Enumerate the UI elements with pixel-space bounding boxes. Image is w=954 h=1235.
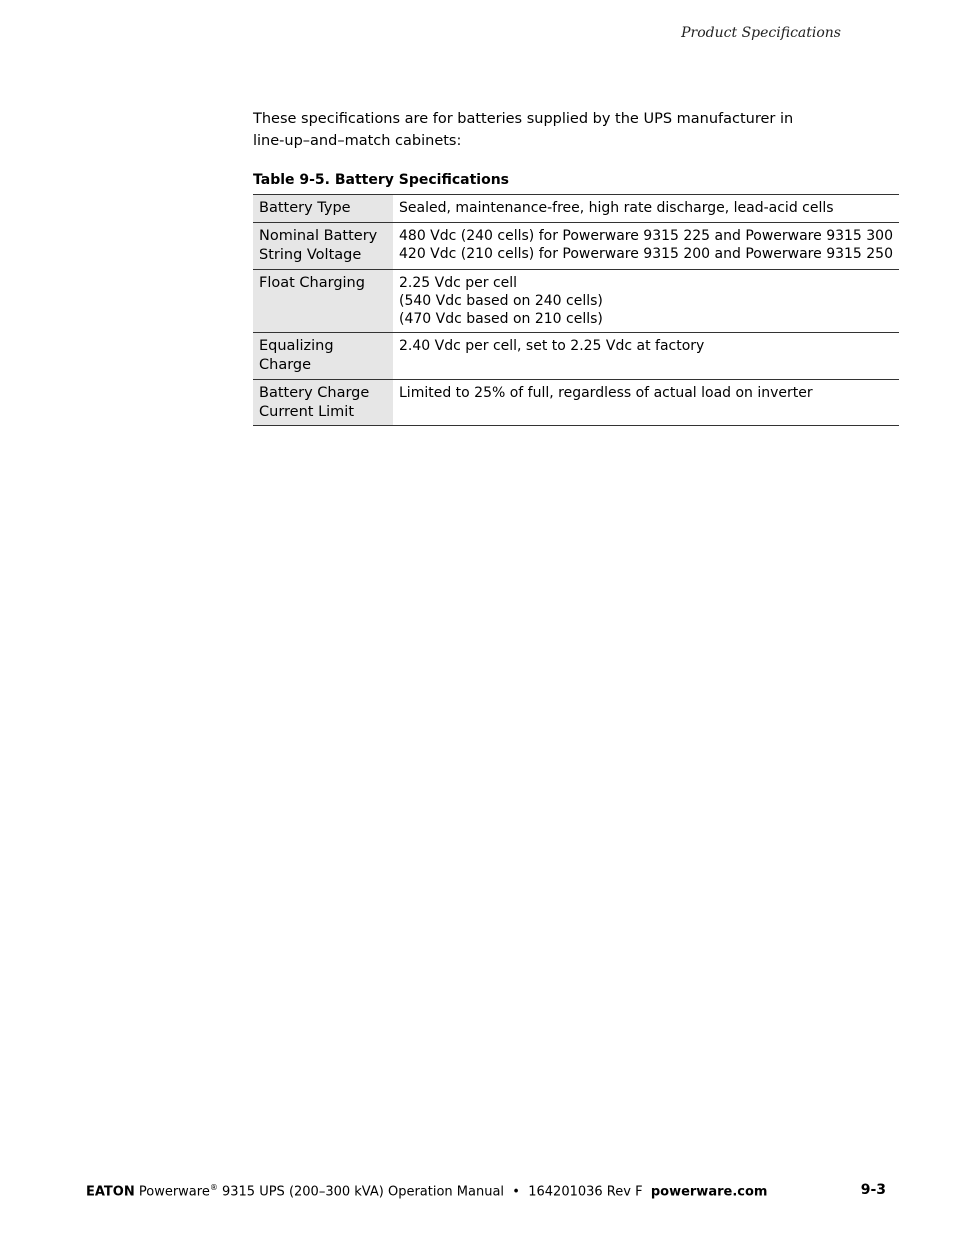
footer-bullet: • xyxy=(512,1184,520,1200)
value-line: Limited to 25% of full, regardless of actual load on inverter xyxy=(399,385,813,401)
value-line: Sealed, maintenance-free, high rate discharge, lead-acid cells xyxy=(399,200,834,216)
row-label: Battery Type xyxy=(253,195,393,223)
row-value xyxy=(393,270,899,333)
table-row xyxy=(253,380,899,426)
table-row xyxy=(253,333,899,380)
running-header-title: Product Specifications xyxy=(681,25,841,41)
value-line: 2.40 Vdc per cell, set to 2.25 Vdc at factory xyxy=(399,338,705,354)
intro-paragraph: These specifications are for batteries supplied by the UPS manufacturer in line-up–and–match cabinets: xyxy=(253,111,794,149)
value-line: (470 Vdc based on 210 cells) xyxy=(399,311,603,327)
table-row xyxy=(253,223,899,270)
page-footer xyxy=(86,1183,767,1199)
row-label: Float Charging xyxy=(253,270,393,333)
row-value xyxy=(393,223,899,270)
table-caption: Table 9-5. Battery Specifications xyxy=(253,172,509,188)
row-label: Nominal Battery String Voltage xyxy=(253,223,393,270)
footer-manual-title: 9315 UPS (200–300 kVA) Operation Manual xyxy=(221,1184,505,1200)
row-label: Battery Charge Current Limit xyxy=(253,380,393,426)
value-line: 2.25 Vdc per cell xyxy=(399,275,518,291)
row-label: Equalizing Charge xyxy=(253,333,393,380)
value-line: 480 Vdc (240 cells) for Powerware 9315 225 and Powerware 9315 300 xyxy=(399,228,893,244)
table-row xyxy=(253,270,899,333)
row-value xyxy=(393,195,899,223)
battery-specifications-table xyxy=(253,194,899,426)
footer-registered-mark: ® xyxy=(209,1183,218,1192)
footer-product: Powerware xyxy=(138,1184,210,1200)
footer-website: powerware.com xyxy=(650,1184,768,1200)
value-line: (540 Vdc based on 240 cells) xyxy=(399,293,603,309)
row-value xyxy=(393,333,899,380)
row-value xyxy=(393,380,899,426)
footer-doc-number: 164201036 Rev F xyxy=(528,1184,643,1200)
page-number: 9-3 xyxy=(860,1182,886,1198)
value-line: 420 Vdc (210 cells) for Powerware 9315 200 and Powerware 9315 250 xyxy=(399,246,893,262)
footer-brand: EATON xyxy=(86,1184,135,1200)
table-row xyxy=(253,195,899,223)
